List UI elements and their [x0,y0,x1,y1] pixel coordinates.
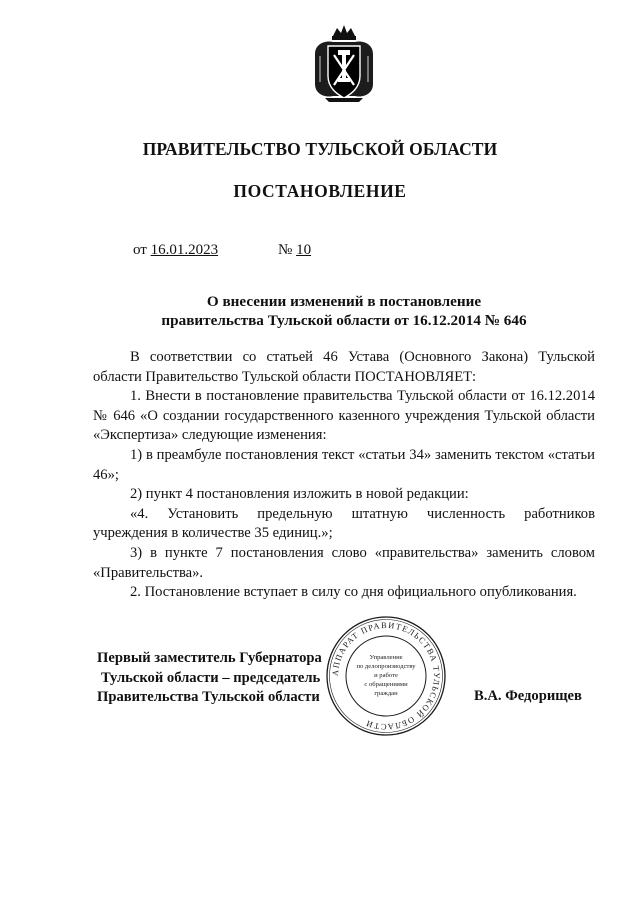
coat-of-arms-icon [311,22,377,104]
body-paragraph: 3) в пункте 7 постановления слово «правительства» заменить словом «Правительства». [93,544,595,581]
official-stamp [324,614,448,738]
date-prefix: от [133,242,147,258]
subject-line: О внесении изменений в постановление [206,293,482,310]
document-type: ПОСТАНОВЛЕНИЕ [233,181,407,201]
signatory-name: В.А. Федорищев [474,688,582,704]
stamp-center-line: и работе [374,672,398,679]
signatory-position [97,649,322,708]
body-paragraph: 2) пункт 4 постановления изложить в новой редакции: [130,486,469,503]
document-subject [0,292,640,330]
stamp-center-line: Управление [369,654,403,661]
position-line: Первый заместитель Губернатора [97,650,322,666]
body-paragraph: В соответствии со статьей 46 Устава (Основного Закона) Тульской области Правительство Тульской области ПОСТАНОВЛЯЕТ: [93,349,595,385]
government-title: ПРАВИТЕЛЬСТВО ТУЛЬСКОЙ ОБЛАСТИ [142,139,498,159]
subject-line: правительства Тульской области от 16.12.2014 № 646 [161,312,527,329]
stamp-center-line: по делопроизводству [356,663,416,670]
stamp-ring-text: АППАРАТ ПРАВИТЕЛЬСТВА ТУЛЬСКОЙ ОБЛАСТИ [330,620,442,732]
number-value: 10 [296,242,312,258]
position-line: Правительства Тульской области [97,689,320,705]
position-line: Тульской области – председатель [101,669,321,686]
number-sign: № [278,242,293,258]
body-paragraph: 1. Внести в постановление правительства Тульской области от 16.12.2014 № 646 «О создании государственного казенного учреждения Тульской области «Экспертиза» следующие изменения: [93,388,595,444]
body-paragraph: «4. Установить предельную штатную численность работников учреждения в количестве 35 единиц.»; [93,505,595,542]
date-value: 16.01.2023 [150,242,219,258]
document-number [278,242,311,259]
stamp-center-line: граждан [374,690,398,697]
stamp-center-line: с обращениями [364,681,408,688]
document-date [133,242,218,259]
body-paragraph: 1) в преамбуле постановления текст «статьи 34» заменить текстом «статьи 46»; [93,446,595,483]
body-paragraph: 2. Постановление вступает в силу со дня официального опубликования. [130,584,577,601]
document-body [93,348,595,603]
